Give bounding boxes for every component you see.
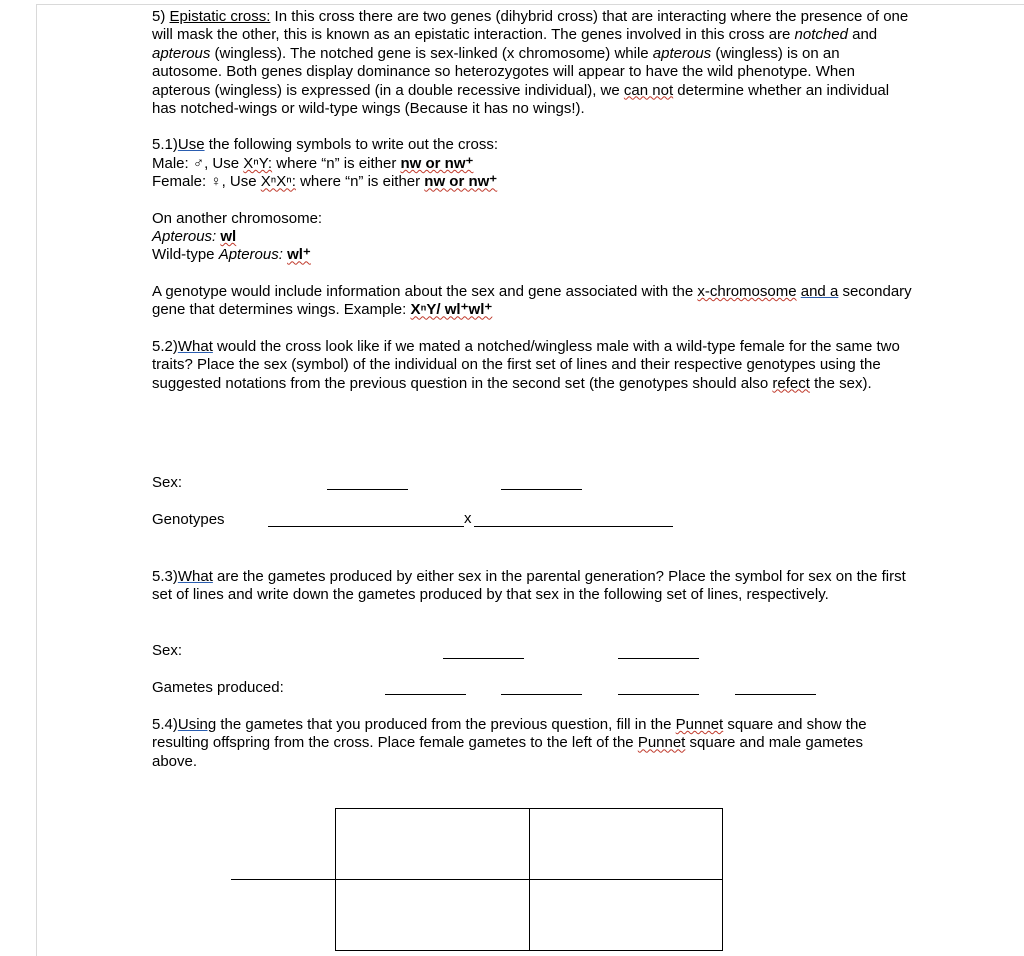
question-number: 5): [152, 8, 166, 25]
spellcheck-word: refect: [772, 374, 810, 392]
punnett-cell-3[interactable]: [335, 879, 530, 951]
grammar-flag: What: [177, 337, 213, 355]
answer-line-sex-2[interactable]: [501, 489, 582, 490]
q53-prompt: [152, 568, 912, 605]
intro-text: (wingless). The notched gene is sex-linked (x chromosome) while: [210, 44, 653, 62]
male-label: Male: ♂, Use: [152, 154, 244, 172]
allele-options: nw or nw⁺: [424, 173, 498, 191]
wildtype-symbol: wl⁺: [287, 246, 311, 264]
grammar-flag: What: [177, 568, 213, 585]
genotype-explanation: [152, 283, 912, 320]
male-symbol-line: [152, 155, 912, 173]
question-number: 5.3): [152, 568, 178, 585]
female-label: Female: ♀, Use: [152, 173, 261, 191]
spellcheck-word: can not: [623, 81, 674, 99]
wildtype-label: Wild-type: [152, 246, 219, 264]
wildtype-label-italic: Apterous:: [218, 246, 283, 264]
grammar-flag: and a: [800, 282, 839, 300]
cross-symbol: x: [464, 510, 472, 527]
punnett-cell-2[interactable]: [529, 808, 723, 880]
question-number: 5.4): [152, 716, 178, 733]
grammar-flag: Using: [177, 716, 217, 733]
punnett-left-guide-line: [231, 879, 336, 880]
term-apterous: apterous: [152, 44, 211, 62]
q53-block: [152, 568, 912, 605]
connector-text: and: [847, 26, 878, 44]
answer-line-gamete-sex-2[interactable]: [618, 658, 699, 659]
prompt-text: square and male gametes above.: [152, 734, 863, 770]
grammar-flag: Use: [177, 136, 205, 154]
explanation-text: secondary gene that determines wings. Example:: [152, 282, 912, 319]
answer-line-gamete-1[interactable]: [385, 694, 466, 695]
intro-text: determine whether an individual has notched-wings or wild-type wings (Because it has no wings!).: [152, 81, 890, 118]
term-apterous: apterous: [652, 44, 712, 62]
gametes-label: Gametes produced:: [152, 679, 284, 696]
intro-text: (wingless) is on an autosome. Both genes display dominance so heterozygotes will appear to have the wild phenotype. When apterous (wingless) is expressed (in a double recessive individual), we: [152, 44, 855, 99]
female-symbol-line: [152, 173, 912, 191]
question-number: 5.1): [152, 136, 178, 154]
prompt-text: square and show the resulting offspring from the cross. Place female gametes to the left of the: [152, 716, 867, 752]
spellcheck-word: x-chromosome: [697, 282, 797, 300]
q54-block: [152, 716, 912, 771]
prompt-text: where “n” is either: [272, 154, 401, 172]
genotypes-label: Genotypes: [152, 511, 225, 528]
answer-line-genotype-2[interactable]: [474, 526, 673, 527]
question-5-paragraph: [152, 8, 912, 118]
term-notched: notched: [794, 26, 848, 44]
sex-label: Sex:: [152, 474, 183, 491]
genotype-example: XⁿY/ wl⁺wl⁺: [410, 301, 493, 319]
prompt-text: the sex).: [809, 374, 872, 392]
other-chromosome-label: On another chromosome:: [152, 209, 323, 227]
q52-prompt: [152, 338, 912, 393]
prompt-text: are the gametes produced by either sex in the parental generation? Place the symbol for sex on the first set of lines and write down the gametes produced by that sex in the following set of lines, respectively.: [152, 568, 906, 604]
q51-prompt: [152, 136, 912, 154]
punnett-cell-4[interactable]: [529, 879, 723, 951]
prompt-text: would the cross look like if we mated a notched/wingless male with a wild-type female for the same two traits? Place the sex (symbol) of the individual on the first set of lines and their respective genotypes using the suggested notations from the previous question in the second set (the genotypes should also: [152, 337, 900, 392]
punnett-cell-1[interactable]: [335, 808, 530, 880]
apterous-label: Apterous:: [152, 228, 217, 246]
page-edge-top: [36, 4, 1024, 5]
intro-text: In this cross there are two genes (dihybrid cross) that are interacting where the presence of one will mask the other, this is known as an epistatic interaction. The genes involved in this cross are: [152, 8, 909, 44]
apterous-line: [152, 228, 912, 246]
prompt-text: the gametes that you produced from the previous question, fill in the: [216, 716, 676, 733]
male-genotype-symbol: XⁿY:: [243, 154, 273, 172]
apterous-symbol: wl: [220, 228, 237, 246]
answer-line-sex-1[interactable]: [327, 489, 408, 490]
female-genotype-symbol: XⁿXⁿ:: [260, 173, 296, 191]
q54-prompt: [152, 716, 912, 771]
allele-options: nw or nw⁺: [400, 154, 474, 172]
answer-line-genotype-1[interactable]: [268, 526, 464, 527]
question-number: 5.2): [152, 337, 178, 355]
answer-line-gamete-4[interactable]: [735, 694, 816, 695]
answer-line-gamete-2[interactable]: [501, 694, 582, 695]
spellcheck-word: Punnet: [637, 734, 686, 752]
sex-label: Sex:: [152, 642, 183, 659]
prompt-text: where “n” is either: [295, 173, 425, 191]
explanation-text: A genotype would include information about the sex and gene associated with the: [152, 282, 698, 300]
prompt-text: the following symbols to write out the cross:: [204, 136, 499, 154]
spellcheck-word: Punnet: [675, 716, 724, 733]
question-heading: Epistatic cross:: [169, 8, 271, 25]
page-edge: [36, 4, 37, 956]
wildtype-apterous-line: [152, 246, 912, 264]
answer-line-gamete-3[interactable]: [618, 694, 699, 695]
document-body: [152, 8, 912, 393]
answer-line-gamete-sex-1[interactable]: [443, 658, 524, 659]
